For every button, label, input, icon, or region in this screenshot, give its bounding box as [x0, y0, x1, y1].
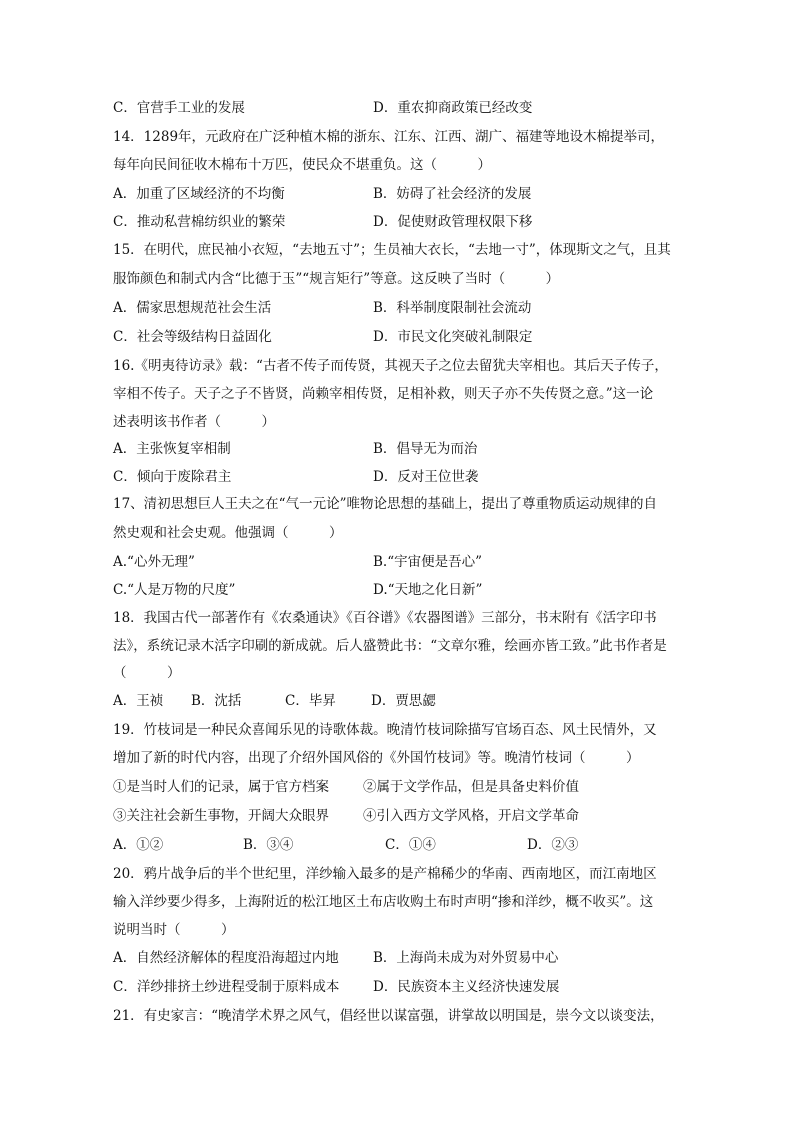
q20-stem-line-3: 说明当时（ ）	[113, 922, 235, 938]
q19-items-row-34	[113, 804, 693, 824]
q15-option-a: A．儒家思想规范社会生活	[113, 300, 272, 316]
q16-option-c: C．倾向于废除君主	[113, 469, 232, 485]
q20-option-b: B．上海尚未成为对外贸易中心	[373, 950, 559, 966]
q14-stem-line-2: 每年向民间征收木棉布十万匹，使民众不堪重负。这（ ）	[113, 157, 491, 173]
q18-option-d: D．贾思勰	[371, 693, 436, 709]
q19-stem-line-1: 19．竹枝词是一种民众喜闻乐见的诗歌体裁。晚清竹枝词除描写官场百态、风土民情外，又	[113, 722, 657, 738]
q20-stem-line-2: 输入洋纱要少得多，上海附近的松江地区土布店收购土布时声明“掺和洋纱，概不收买”。这	[113, 894, 654, 910]
q15-options-row-cd	[113, 325, 693, 345]
q19-options-row	[113, 833, 693, 853]
q20-option-d: D．民族资本主义经济快速发展	[373, 979, 560, 995]
q20-option-a: A．自然经济解体的程度沿海超过内地	[113, 950, 339, 966]
q17-stem-line-2: 然史观和社会史观。他强调（ ）	[113, 525, 343, 541]
q14-option-b: B．妨碍了社会经济的发展	[373, 186, 532, 202]
q19-option-b: B．③④	[243, 837, 294, 853]
q20-options-row-cd	[113, 975, 693, 995]
q20-options-row-ab	[113, 946, 693, 966]
q15-stem-line-1: 15．在明代，庶民袖小衣短，“去地五寸”；生员袖大衣长，“去地一寸”，体现斯文之气，且其	[113, 242, 671, 258]
q16-stem-line-2: 宰相不传子。天子之子不皆贤，尚赖宰相传贤，足相补救，则天子亦不失传贤之意。”这一论	[113, 386, 654, 402]
q15-options-row-ab	[113, 296, 693, 316]
q14-options-row-cd	[113, 210, 693, 230]
q13-options-row-cd	[113, 96, 693, 116]
q16-option-d: D．反对王位世袭	[373, 469, 479, 485]
q16-stem-line-3: 述表明该书作者（ ）	[113, 414, 275, 430]
q14-stem-line-1: 14．1289年，元政府在广泛种植木棉的浙东、江东、江西、湖广、福建等地设木棉提举司，	[113, 129, 665, 145]
q20-stem-line-1: 20．鸦片战争后的半个世纪里，洋纱输入最多的是产棉稀少的华南、西南地区，而江南地区	[113, 866, 657, 882]
q19-option-a: A．①②	[113, 837, 164, 853]
q19-item-2: ②属于文学作品，但是具备史料价值	[363, 779, 579, 795]
q13-option-d: D．重农抑商政策已经改变	[373, 100, 533, 116]
q16-option-b: B．倡导无为而治	[373, 441, 478, 457]
q17-stem-line-1: 17、清初思想巨人王夫之在“气一元论”唯物论思想的基础上，提出了尊重物质运动规律的自	[113, 496, 657, 512]
q19-item-3: ③关注社会新生事物，开阔大众眼界	[113, 808, 329, 824]
q19-item-4: ④引入西方文学风格，开启文学革命	[363, 808, 579, 824]
q18-stem-line-1: 18．我国古代一部著作有《农桑通诀》《百谷谱》《农器图谱》三部分，书末附有《活字印书	[113, 610, 657, 626]
q18-option-c: C．毕昇	[285, 693, 336, 709]
q14-option-d: D．促使财政管理权限下移	[373, 214, 533, 230]
q16-options-row-ab	[113, 437, 693, 457]
q17-options-row-cd	[113, 578, 693, 598]
q19-option-d: D．②③	[527, 837, 579, 853]
q17-options-row-ab	[113, 550, 693, 570]
q16-options-row-cd	[113, 465, 693, 485]
q15-stem-line-2: 服饰颜色和制式内含“比德于玉”“规言矩行”等意。这反映了当时（ ）	[113, 271, 560, 287]
q14-option-a: A．加重了区域经济的不均衡	[113, 186, 285, 202]
q13-option-c: C．官营手工业的发展	[113, 100, 245, 116]
q14-option-c: C．推动私营棉纺织业的繁荣	[113, 214, 286, 230]
q18-stem-line-3: （ ）	[113, 665, 181, 681]
q17-option-c: C.“人是万物的尺度”	[113, 582, 236, 598]
q21-stem-line-1: 21．有史家言：“晚清学术界之风气，倡经世以谋富强，讲掌故以明国是，崇今文以谈变法，	[113, 1008, 664, 1024]
q18-options-row	[113, 689, 693, 709]
q17-option-d: D.“天地之化日新”	[373, 582, 483, 598]
q17-option-b: B.“宇宙便是吾心”	[373, 554, 483, 570]
q19-items-row-12	[113, 775, 693, 795]
q15-option-d: D．市民文化突破礼制限定	[373, 329, 533, 345]
q16-option-a: A．主张恢复宰相制	[113, 441, 231, 457]
q20-option-c: C．洋纱排挤土纱进程受制于原料成本	[113, 979, 340, 995]
q18-stem-line-2: 法》，系统记录木活字印刷的新成就。后人盛赞此书：“文章尔雅，绘画亦皆工致。”此书作者是	[113, 638, 667, 654]
q18-option-a: A．王祯	[113, 693, 164, 709]
q19-item-1: ①是当时人们的记录，属于官方档案	[113, 779, 329, 795]
q19-option-c: C．①④	[385, 837, 436, 853]
q17-option-a: A.“心外无理”	[113, 554, 195, 570]
q16-stem-line-1: 16.《明夷待访录》载：“古者不传子而传贤，其视天子之位去留犹夫宰相也。其后天子传子，	[113, 358, 668, 374]
q14-options-row-ab	[113, 182, 693, 202]
q19-stem-line-2: 增加了新的时代内容，出现了介绍外国风俗的《外国竹枝词》等。晚清竹枝词（ ）	[113, 750, 640, 766]
q15-option-c: C．社会等级结构日益固化	[113, 329, 272, 345]
q15-option-b: B．科举制度限制社会流动	[373, 300, 532, 316]
q18-option-b: B．沈括	[191, 693, 242, 709]
